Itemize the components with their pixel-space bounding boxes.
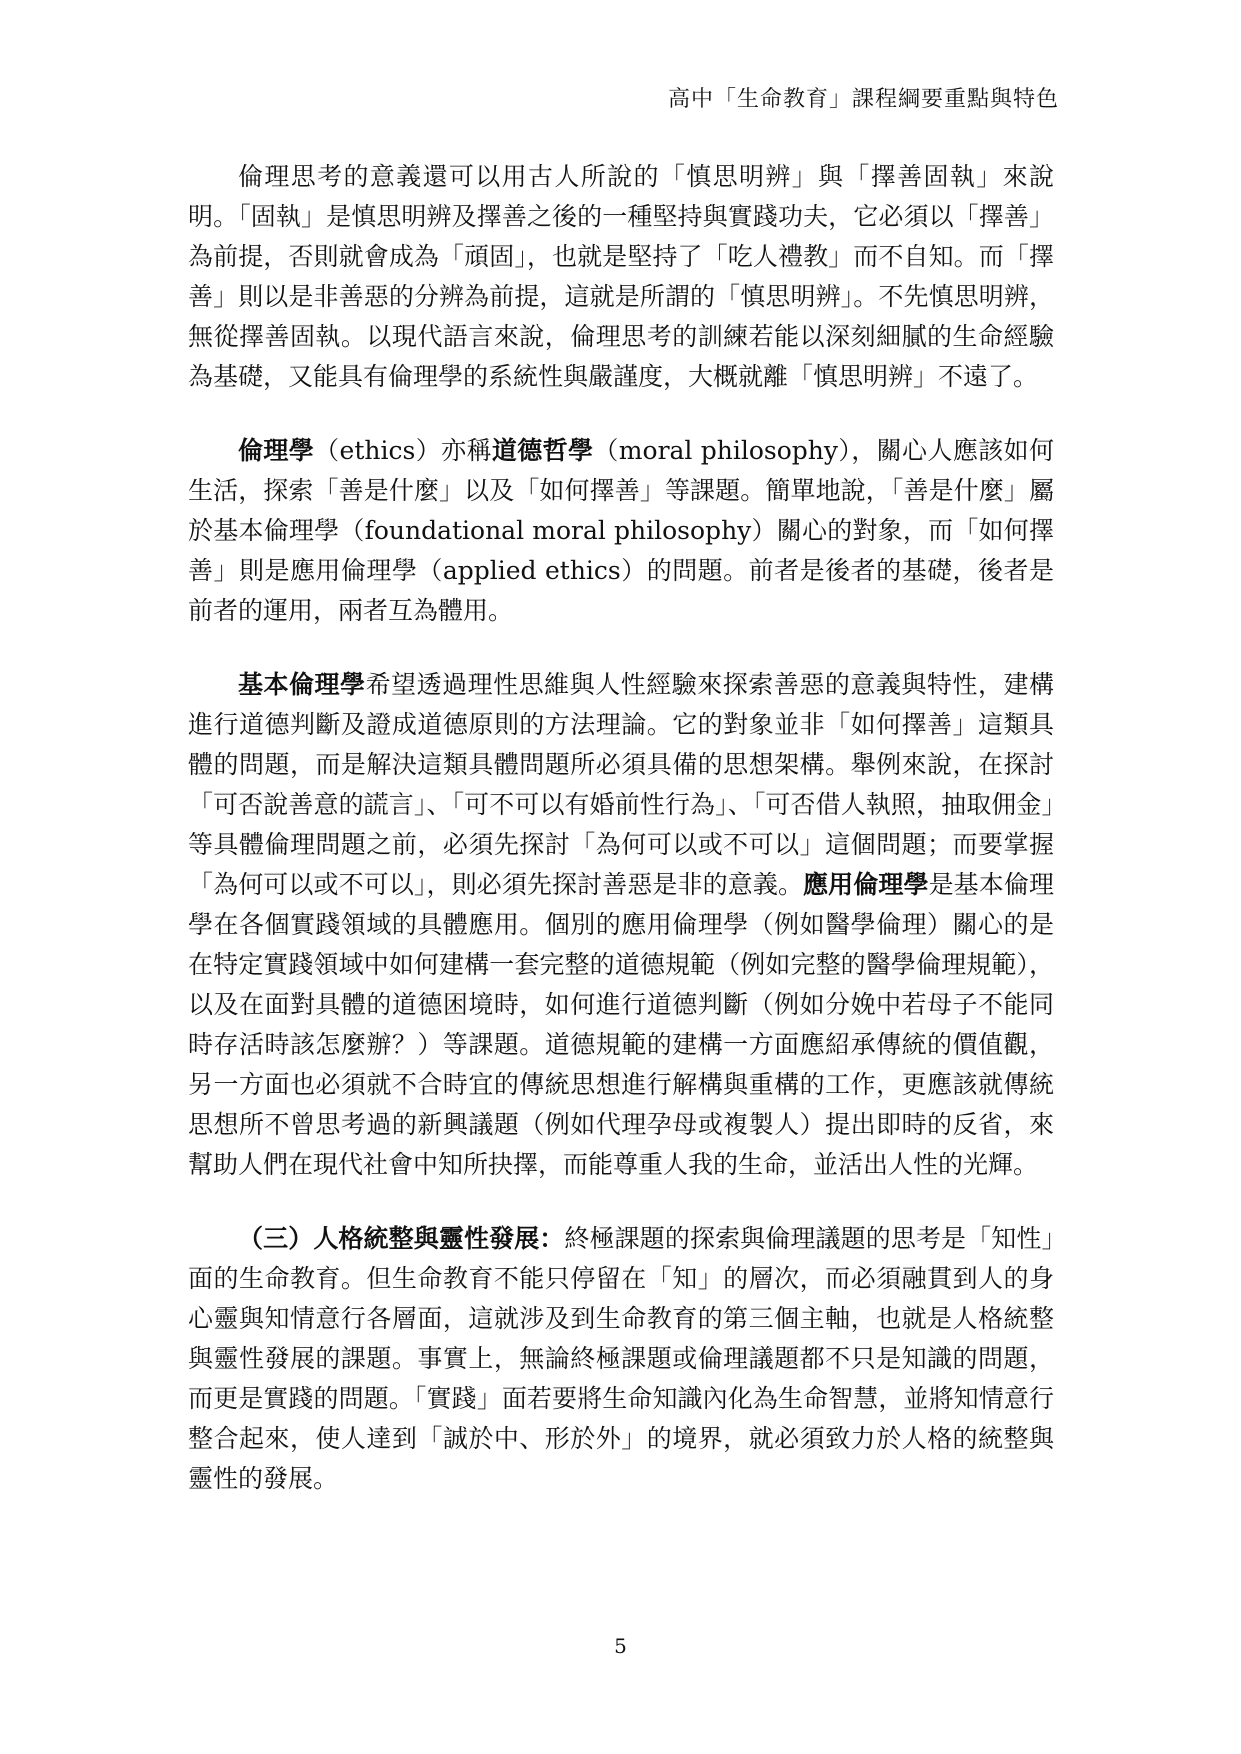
- body-text: [188, 157, 1054, 1533]
- paragraph-ethical-thinking: 倫理思考的意義還可以用古人所說的「慎思明辨」與「擇善固執」來說明。「固執」是慎思明辨及擇善之後的一種堅持與實踐功夫，它必須以「擇善」為前提，否則就會成為「頑固」，也就是堅持了「吃人禮教」而不自知。而「擇善」則以是非善惡的分辨為前提，這就是所謂的「慎思明辨」。不先慎思明辨，無從擇善固執。以現代語言來說，倫理思考的訓練若能以深刻細膩的生命經驗為基礎，又能具有倫理學的系統性與嚴謹度，大概就離「慎思明辨」不遠了。: [188, 162, 1054, 391]
- term-moral-philosophy: 道德哲學: [491, 436, 594, 465]
- paragraph-text: （moral philosophy），關心人應該如何生活，探索「善是什麼」以及「如何擇善」等課題。簡單地說，「善是什麼」屬於基本倫理學（foundational moral philosophy）關心的對象，而「如何擇善」則是應用倫理學（applied ethics）的問題。前者是後者的基礎，後者是前者的運用，兩者互為體用。: [188, 436, 1054, 625]
- term-foundational-ethics: 基本倫理學: [238, 670, 366, 699]
- term-ethics: 倫理學: [238, 436, 315, 465]
- paragraph-text: 希望透過理性思維與人性經驗來探索善惡的意義與特性，建構進行道德判斷及證成道德原則的方法理論。它的對象並非「如何擇善」這類具體的問題，而是解決這類具體問題所必須具備的思想架構。舉例來說，在探討「可否說善意的謊言」、「可不可以有婚前性行為」、「可否借人執照，抽取佣金」等具體倫理問題之前，必須先探討「為何可以或不可以」這個問題；而要掌握「為何可以或不可以」，則必須先探討善惡是非的意義。: [188, 670, 1054, 899]
- term-applied-ethics: 應用倫理學: [803, 870, 929, 899]
- paragraph-foundational-applied-ethics: [188, 665, 1054, 1185]
- paragraph-ethics-definition: [188, 431, 1054, 631]
- page-number: 5: [614, 1634, 627, 1658]
- paragraph-text: 終極課題的探索與倫理議題的思考是「知性」面的生命教育。但生命教育不能只停留在「知」的層次，而必須融貫到人的身心靈與知情意行各層面，這就涉及到生命教育的第三個主軸，也就是人格統整與靈性發展的課題。事實上，無論終極課題或倫理議題都不只是知識的問題，而更是實踐的問題。「實踐」面若要將生命知識內化為生命智慧，並將知情意行整合起來，使人達到「誠於中、形於外」的境界，就必須致力於人格的統整與靈性的發展。: [188, 1224, 1054, 1493]
- running-header: 高中「生命教育」課程綱要重點與特色: [667, 87, 1059, 112]
- paragraph-text: 是基本倫理學在各個實踐領域的具體應用。個別的應用倫理學（例如醫學倫理）關心的是在特定實踐領域中如何建構一套完整的道德規範（例如完整的醫學倫理規範），以及在面對具體的道德困境時，如何進行道德判斷（例如分娩中若母子不能同時存活時該怎麼辦？）等課題。道德規範的建構一方面應紹承傳統的價值觀，另一方面也必須就不合時宜的傳統思想進行解構與重構的工作，更應該就傳統思想所不曾思考過的新興議題（例如代理孕母或複製人）提出即時的反省，來幫助人們在現代社會中知所抉擇，而能尊重人我的生命，並活出人性的光輝。: [188, 870, 1054, 1179]
- paragraph-personality-spirituality: [188, 1219, 1054, 1499]
- paragraph-text: （ethics）亦稱: [314, 436, 492, 465]
- section-heading: （三）人格統整與靈性發展：: [238, 1224, 565, 1253]
